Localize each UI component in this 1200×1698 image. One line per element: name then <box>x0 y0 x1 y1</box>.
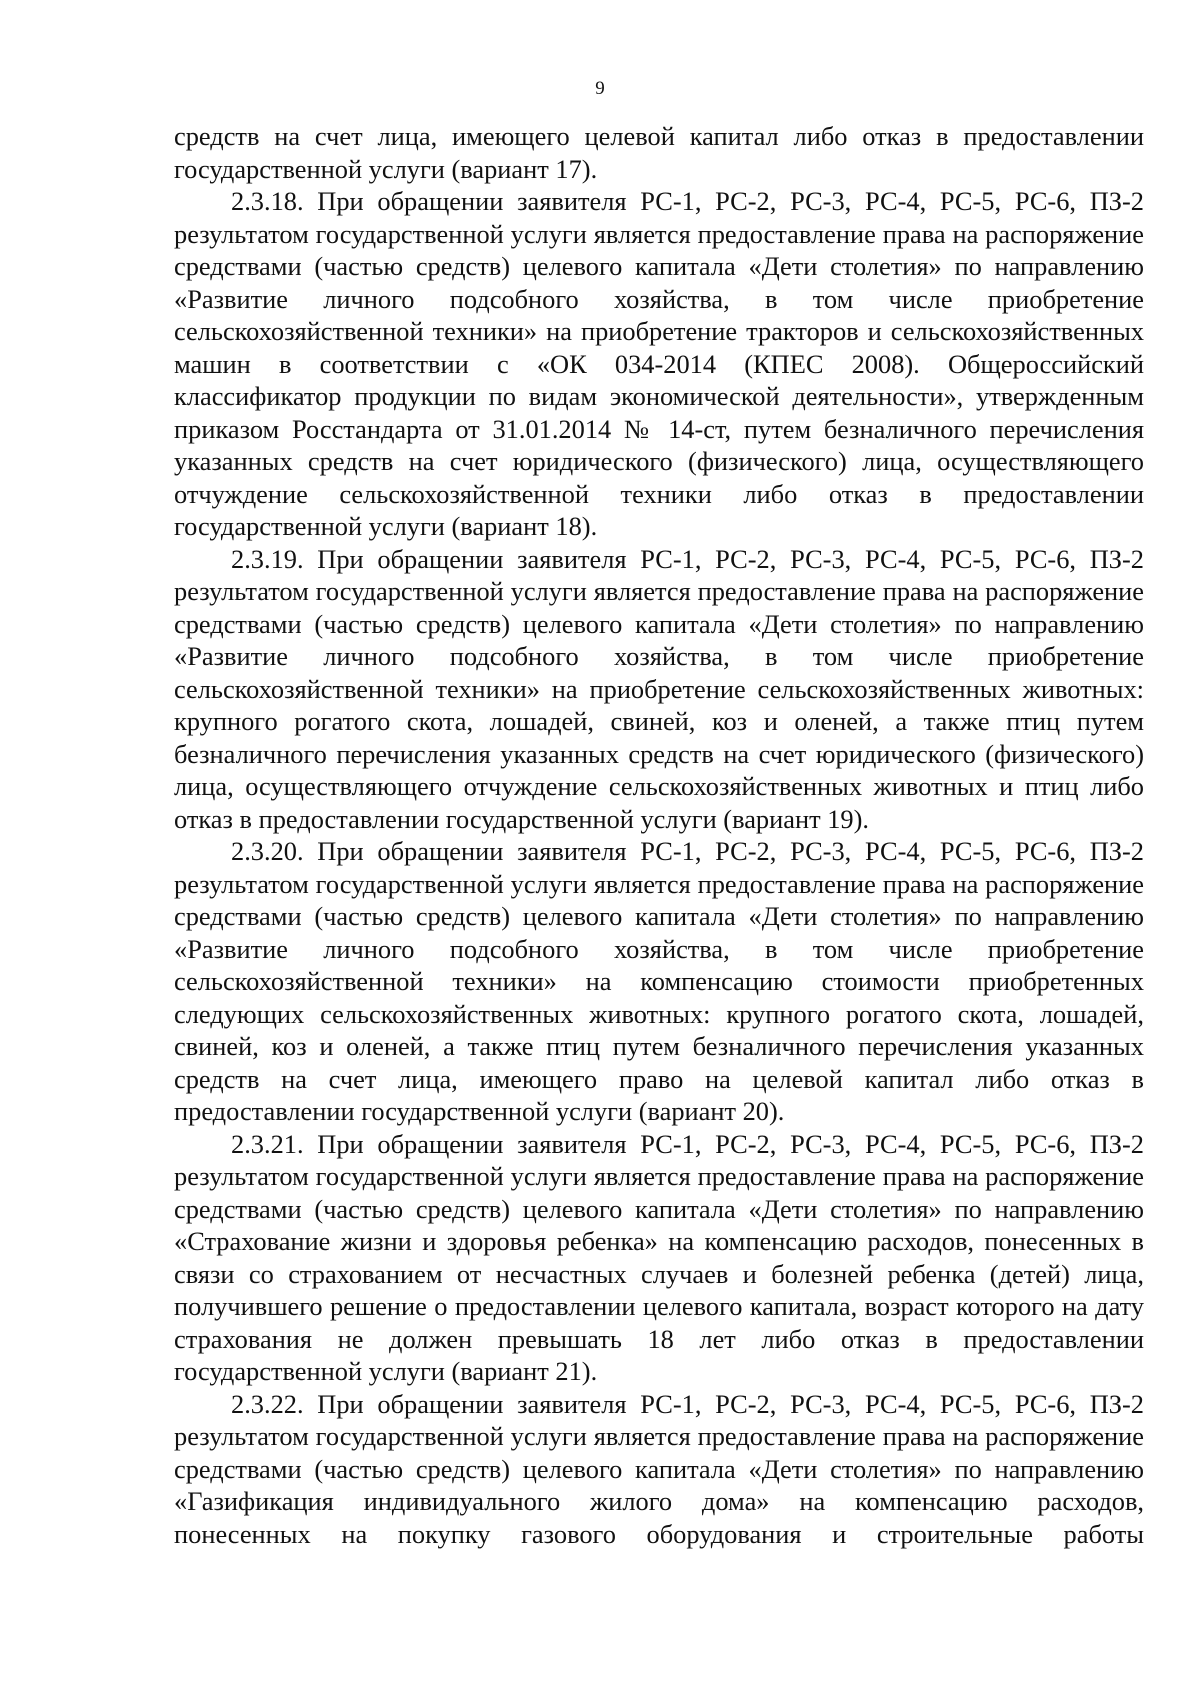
paragraph-continuation: средств на счет лица, имеющего целевой капитал либо отказ в предоставлении государственной услуги (вариант 17). <box>174 121 1144 184</box>
paragraph-2-3-22: 2.3.22. При обращении заявителя РС-1, РС-2, РС-3, РС-4, РС-5, РС-6, ПЗ-2 результатом государственной услуги является предоставление права на распоряжение средствами (частью средств) целевого капитала «Дети столетия» по направлению «Газификация индивидуального жилого дома» на компенсацию расходов, понесенных на покупку газового оборудования и строительные работы <box>174 1388 1144 1549</box>
paragraph-2-3-21: 2.3.21. При обращении заявителя РС-1, РС-2, РС-3, РС-4, РС-5, РС-6, ПЗ-2 результатом государственной услуги является предоставление права на распоряжение средствами (частью средств) целевого капитала «Дети столетия» по направлению «Страхование жизни и здоровья ребенка» на компенсацию расходов, понесенных в связи со страхованием от несчастных случаев и болезней ребенка (детей) лица, получившего решение о предоставлении целевого капитала, возраст которого на дату страхования не должен превышать 18 лет либо отказ в предоставлении государственной услуги (вариант 21). <box>174 1128 1144 1386</box>
paragraph-2-3-19: 2.3.19. При обращении заявителя РС-1, РС-2, РС-3, РС-4, РС-5, РС-6, ПЗ-2 результатом государственной услуги является предоставление права на распоряжение средствами (частью средств) целевого капитала «Дети столетия» по направлению «Развитие личного подсобного хозяйства, в том числе приобретение сельскохозяйственной техники» на приобретение сельскохозяйственных животных: крупного рогатого скота, лошадей, свиней, коз и оленей, а также птиц путем безналичного перечисления указанных средств на счет юридического (физического) лица, осуществляющего отчуждение сельскохозяйственных животных и птиц либо отказ в предоставлении государственной услуги (вариант 19). <box>174 543 1144 834</box>
paragraph-2-3-20: 2.3.20. При обращении заявителя РС-1, РС-2, РС-3, РС-4, РС-5, РС-6, ПЗ-2 результатом государственной услуги является предоставление права на распоряжение средствами (частью средств) целевого капитала «Дети столетия» по направлению «Развитие личного подсобного хозяйства, в том числе приобретение сельскохозяйственной техники» на компенсацию стоимости приобретенных следующих сельскохозяйственных животных: крупного рогатого скота, лошадей, свиней, коз и оленей, а также птиц путем безналичного перечисления указанных средств на счет лица, имеющего право на целевой капитал либо отказ в предоставлении государственной услуги (вариант 20). <box>174 836 1144 1126</box>
page-number: 9 <box>595 78 605 99</box>
document-body <box>174 120 1144 1550</box>
paragraph-2-3-18: 2.3.18. При обращении заявителя РС-1, РС-2, РС-3, РС-4, РС-5, РС-6, ПЗ-2 результатом государственной услуги является предоставление права на распоряжение средствами (частью средств) целевого капитала «Дети столетия» по направлению «Развитие личного подсобного хозяйства, в том числе приобретение сельскохозяйственной техники» на приобретение тракторов и сельскохозяйственных машин в соответствии с «ОК 034-2014 (КПЕС 2008). Общероссийский классификатор продукции по видам экономической деятельности», утвержденным приказом Росстандарта от 31.01.2014 № 14-ст, путем безналичного перечисления указанных средств на счет юридического (физического) лица, осуществляющего отчуждение сельскохозяйственной техники либо отказ в предоставлении государственной услуги (вариант 18). <box>174 186 1144 541</box>
